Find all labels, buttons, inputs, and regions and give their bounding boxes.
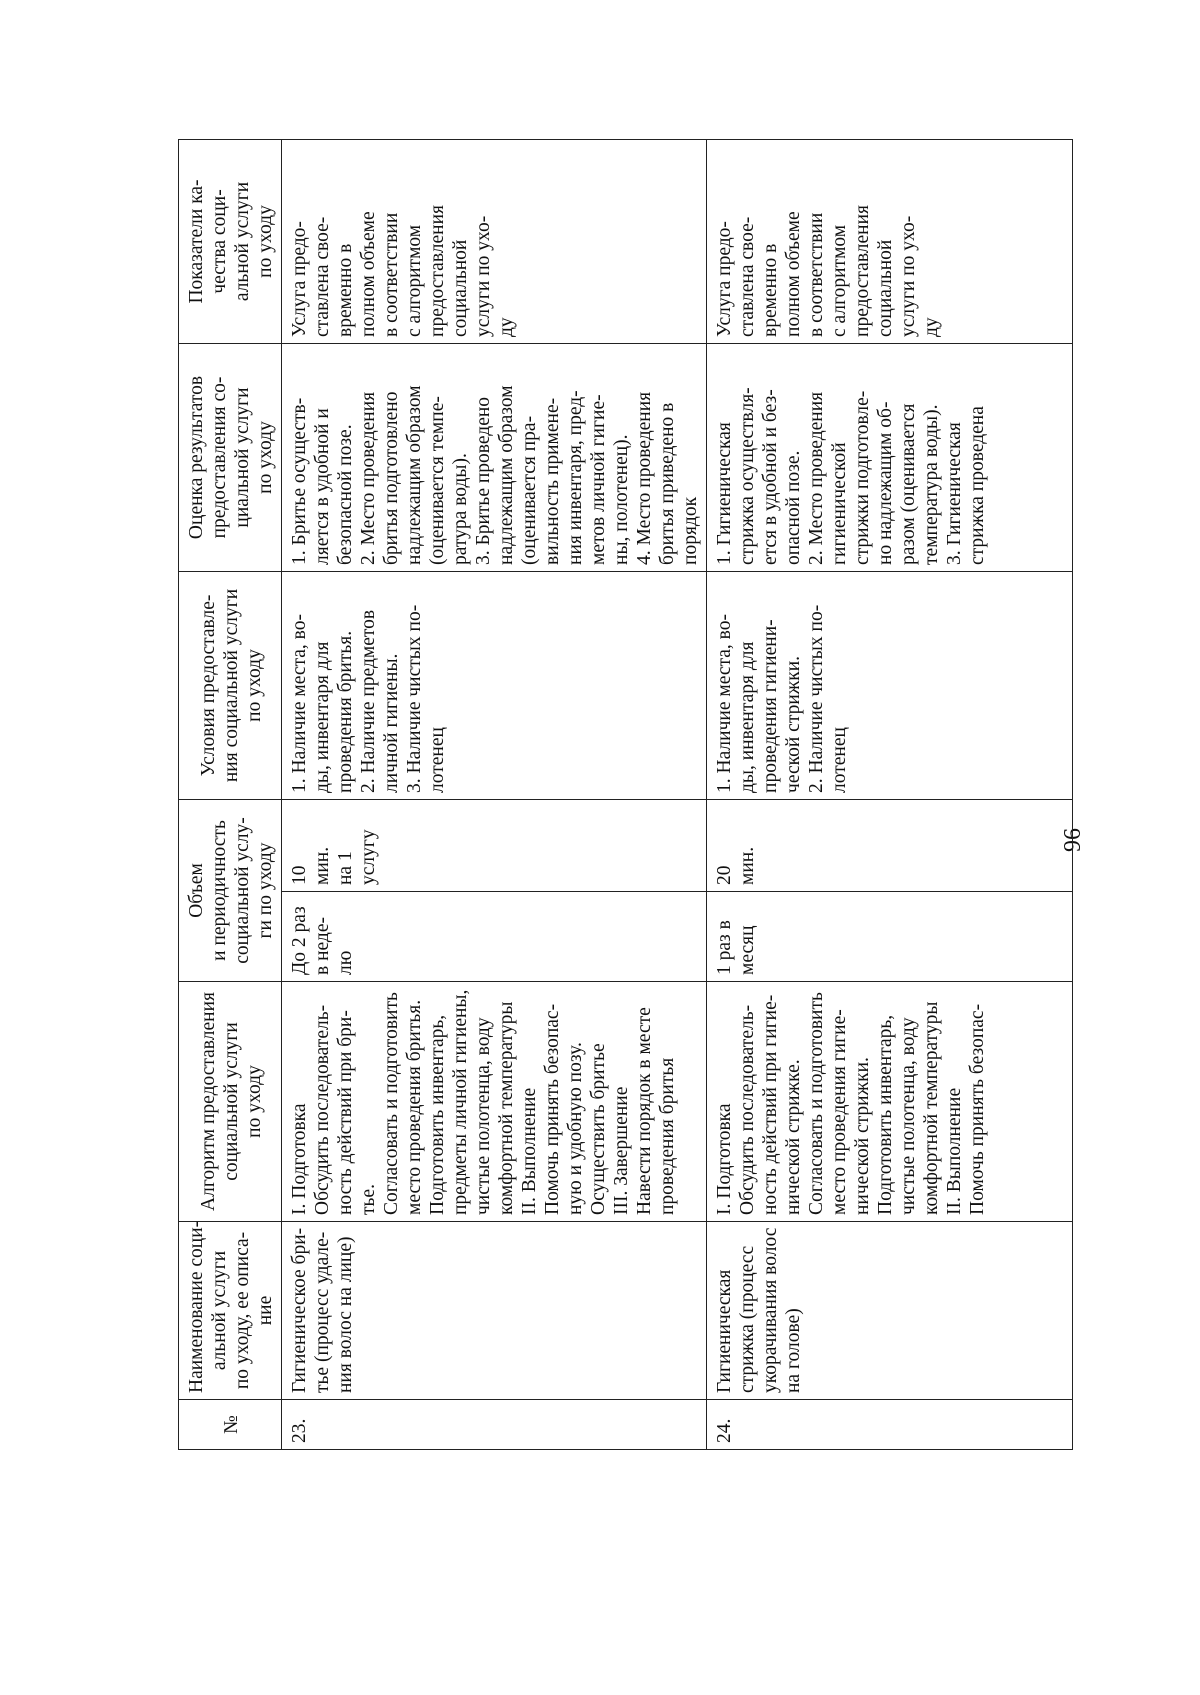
text-line: предметы личной гигиены,	[450, 989, 471, 1215]
text-line: 2. Место проведения	[358, 391, 379, 565]
text-line: гигиенической	[829, 442, 850, 565]
text-line: 3. Наличие чистых по-	[404, 604, 425, 793]
header-conditions	[179, 571, 282, 799]
text-line: Гигиеническое бри-	[289, 1227, 310, 1393]
text-line: 10	[289, 865, 310, 885]
text-line: но надлежащим об-	[875, 401, 896, 565]
text-line: Услуга предо-	[714, 221, 735, 337]
text-line: по уходу	[243, 1065, 265, 1138]
text-line: Алгоритм предоставления	[197, 992, 219, 1211]
text-line: на 1	[335, 851, 356, 885]
text-line: предоставления	[852, 204, 873, 337]
text-line: ния инвентаря, пред-	[565, 390, 586, 565]
text-line: проведения гигиени-	[760, 619, 781, 793]
text-line: услугу	[358, 829, 379, 885]
text-line: разом (оценивается	[898, 403, 919, 565]
text-line: бритья приведено в	[657, 402, 678, 565]
text-line: ность действий при гигие-	[760, 994, 781, 1215]
text-line: и периодичность	[209, 820, 230, 961]
text-line: комфортной температуры	[921, 1001, 942, 1215]
text-line: чистые полотенца, воду	[898, 1017, 919, 1215]
text-line: До 2 раз	[289, 906, 310, 975]
text-line: временно в	[760, 243, 781, 337]
text-line: I. Подготовка	[289, 1103, 310, 1215]
text-line: по уходу	[255, 205, 276, 278]
text-line: ратура воды).	[450, 453, 471, 565]
text-line: Обсудить последователь-	[312, 1004, 333, 1215]
text-line: ную и удобную позу.	[565, 1042, 586, 1215]
text-line: II. Выполнение	[944, 1087, 965, 1215]
header-name	[179, 1222, 282, 1400]
text-line: нической стрижке.	[783, 1059, 804, 1215]
text-line: ется в удобной и без-	[760, 389, 781, 565]
text-line: проведения бритья	[657, 1057, 678, 1215]
text-line: Подготовить инвентарь,	[427, 1014, 448, 1215]
text-line: Согласовать и подготовить	[381, 992, 402, 1215]
text-line: надлежащим образом	[404, 385, 425, 565]
text-line: №	[220, 1415, 242, 1434]
text-line: Помочь принять безопас-	[542, 1003, 563, 1215]
text-line: 4. Место проведения	[634, 391, 655, 565]
text-line: Условия предоставле-	[197, 594, 219, 777]
text-line: по уходу	[255, 421, 276, 494]
text-line: 1. Гигиеническая	[714, 422, 735, 565]
text-line: ние	[255, 1295, 276, 1326]
text-line: социальной услу-	[232, 817, 253, 964]
row-num: 24.	[707, 1400, 1073, 1450]
header-volume	[179, 799, 282, 981]
service-conditions	[707, 571, 1073, 799]
text-line: (оценивается темпе-	[427, 396, 448, 565]
text-line: 2. Место проведения	[806, 391, 827, 565]
text-line: лотенец	[829, 727, 850, 793]
text-line: 3. Гигиеническая	[944, 422, 965, 565]
text-line: мин.	[312, 846, 333, 885]
text-line: ляется в удобной и	[312, 408, 333, 565]
text-line: 1 раз в	[714, 920, 735, 975]
text-line: ческой стрижки.	[783, 655, 804, 793]
text-line: в неде-	[312, 917, 333, 975]
text-line: по уходу, ее описа-	[232, 1231, 253, 1390]
text-line: Навести порядок в месте	[634, 1007, 655, 1215]
service-name	[282, 1222, 707, 1400]
text-line: Оценка результатов	[186, 375, 207, 540]
text-line: (оценивается пра-	[519, 415, 540, 565]
service-frequency	[707, 892, 1073, 982]
text-line: ставлена свое-	[737, 216, 758, 337]
row-num: 23.	[282, 1400, 707, 1450]
text-line: 20	[714, 865, 735, 885]
text-line: стрижка осуществля-	[737, 387, 758, 565]
text-line: вильность примене-	[542, 397, 563, 565]
text-line: укорачивания волос	[760, 1228, 781, 1393]
text-line: ги по уходу	[255, 842, 276, 939]
text-line: с алгоритмом	[404, 224, 425, 337]
text-line: на голове)	[783, 1308, 804, 1393]
service-algorithm	[282, 982, 707, 1222]
text-line: Подготовить инвентарь,	[875, 1014, 896, 1215]
page-number: 96	[1060, 828, 1086, 852]
text-line: ду	[496, 317, 517, 337]
text-line: предоставления со-	[209, 376, 230, 539]
text-line: предоставления	[427, 204, 448, 337]
text-line: чества соци-	[209, 189, 230, 294]
text-line: бритья подготовлено	[381, 391, 402, 565]
text-line: 2. Наличие чистых по-	[806, 604, 827, 793]
text-line: 3. Бритье проведено	[473, 396, 494, 565]
text-line: Объем	[186, 863, 207, 918]
text-line: услуги по ухо-	[898, 215, 919, 337]
text-line: личной гигиены.	[381, 653, 402, 793]
text-line: полном объеме	[358, 211, 379, 337]
text-line: ставлена свое-	[312, 216, 333, 337]
text-line: в соответствии	[806, 212, 827, 337]
service-quality	[707, 139, 1073, 343]
text-line: по уходу	[243, 649, 265, 722]
text-line: циальной услуги	[232, 387, 253, 528]
text-line: 1. Наличие места, во-	[289, 614, 310, 793]
text-line: ны, полотенец).	[611, 434, 632, 565]
text-line: месяц	[737, 925, 758, 975]
text-line: ность действий при бри-	[335, 1010, 356, 1215]
text-line: проведения бритья.	[335, 630, 356, 793]
text-line: опасной позе.	[783, 450, 804, 565]
text-line: Наименование соци-	[186, 1220, 207, 1393]
text-line: мин.	[737, 846, 758, 885]
text-line: II. Выполнение	[519, 1087, 540, 1215]
text-line: стрижка (процесс	[737, 1245, 758, 1393]
text-line: стрижка проведена	[967, 406, 988, 565]
text-line: ды, инвентаря для	[312, 641, 333, 793]
text-line: социальной услуги	[220, 1022, 242, 1181]
header-num	[179, 1400, 282, 1450]
text-line: альной услуги	[232, 181, 253, 302]
text-line: Помочь принять безопас-	[967, 1003, 988, 1215]
text-line: комфортной температуры	[496, 1001, 517, 1215]
text-line: Согласовать и подготовить	[806, 992, 827, 1215]
text-line: ду	[921, 317, 942, 337]
text-line: Обсудить последователь-	[737, 1004, 758, 1215]
text-line: место проведения гигие-	[829, 1009, 850, 1215]
service-conditions	[282, 571, 707, 799]
text-line: альной услуги	[209, 1250, 230, 1371]
text-line: с алгоритмом	[829, 224, 850, 337]
text-line: Услуга предо-	[289, 221, 310, 337]
text-line: стрижки подготовле-	[852, 390, 873, 565]
table-row	[282, 139, 707, 1449]
text-line: безопасной позе.	[335, 424, 356, 565]
header-quality	[179, 139, 282, 343]
text-line: чистые полотенца, воду	[473, 1017, 494, 1215]
text-line: метов личной гигие-	[588, 394, 609, 565]
text-line: ния волос на лице)	[335, 1236, 356, 1393]
social-services-table	[178, 139, 1073, 1450]
text-line: 2. Наличие предметов	[358, 609, 379, 793]
text-line: лотенец	[427, 727, 448, 793]
service-frequency	[282, 892, 707, 982]
text-line: услуги по ухо-	[473, 215, 494, 337]
text-line: I. Подготовка	[714, 1103, 735, 1215]
text-line: тье.	[358, 1184, 379, 1215]
text-line: ды, инвентаря для	[737, 641, 758, 793]
text-line: полном объеме	[783, 211, 804, 337]
text-line: лю	[335, 950, 356, 975]
table-header-row	[179, 139, 282, 1449]
text-line: тье (процесс удале-	[312, 1231, 333, 1393]
text-line: III. Завершение	[611, 1086, 632, 1215]
table-row	[707, 139, 1073, 1449]
text-line: Показатели ка-	[186, 179, 207, 304]
header-assessment	[179, 343, 282, 571]
text-line: нической стрижки.	[852, 1057, 873, 1215]
text-line: место проведения бритья.	[404, 999, 425, 1215]
service-assessment	[707, 343, 1073, 571]
text-line: порядок	[680, 496, 701, 565]
text-line: в соответствии	[381, 212, 402, 337]
text-line: ния социальной услуги	[220, 588, 242, 783]
service-name	[707, 1222, 1073, 1400]
text-line: 1. Бритье осуществ-	[289, 397, 310, 565]
text-line: социальной	[875, 239, 896, 337]
text-line: Осуществить бритье	[588, 1043, 609, 1215]
service-duration	[707, 799, 1073, 891]
text-line: социальной	[450, 239, 471, 337]
text-line: температура воды).	[921, 404, 942, 565]
text-line: временно в	[335, 243, 356, 337]
text-line: 1. Наличие места, во-	[714, 614, 735, 793]
text-line: надлежащим образом	[496, 385, 517, 565]
text-line: Гигиеническая	[714, 1269, 735, 1393]
service-duration	[282, 799, 707, 891]
service-algorithm	[707, 982, 1073, 1222]
service-assessment	[282, 343, 707, 571]
service-quality	[282, 139, 707, 343]
header-algorithm	[179, 982, 282, 1222]
